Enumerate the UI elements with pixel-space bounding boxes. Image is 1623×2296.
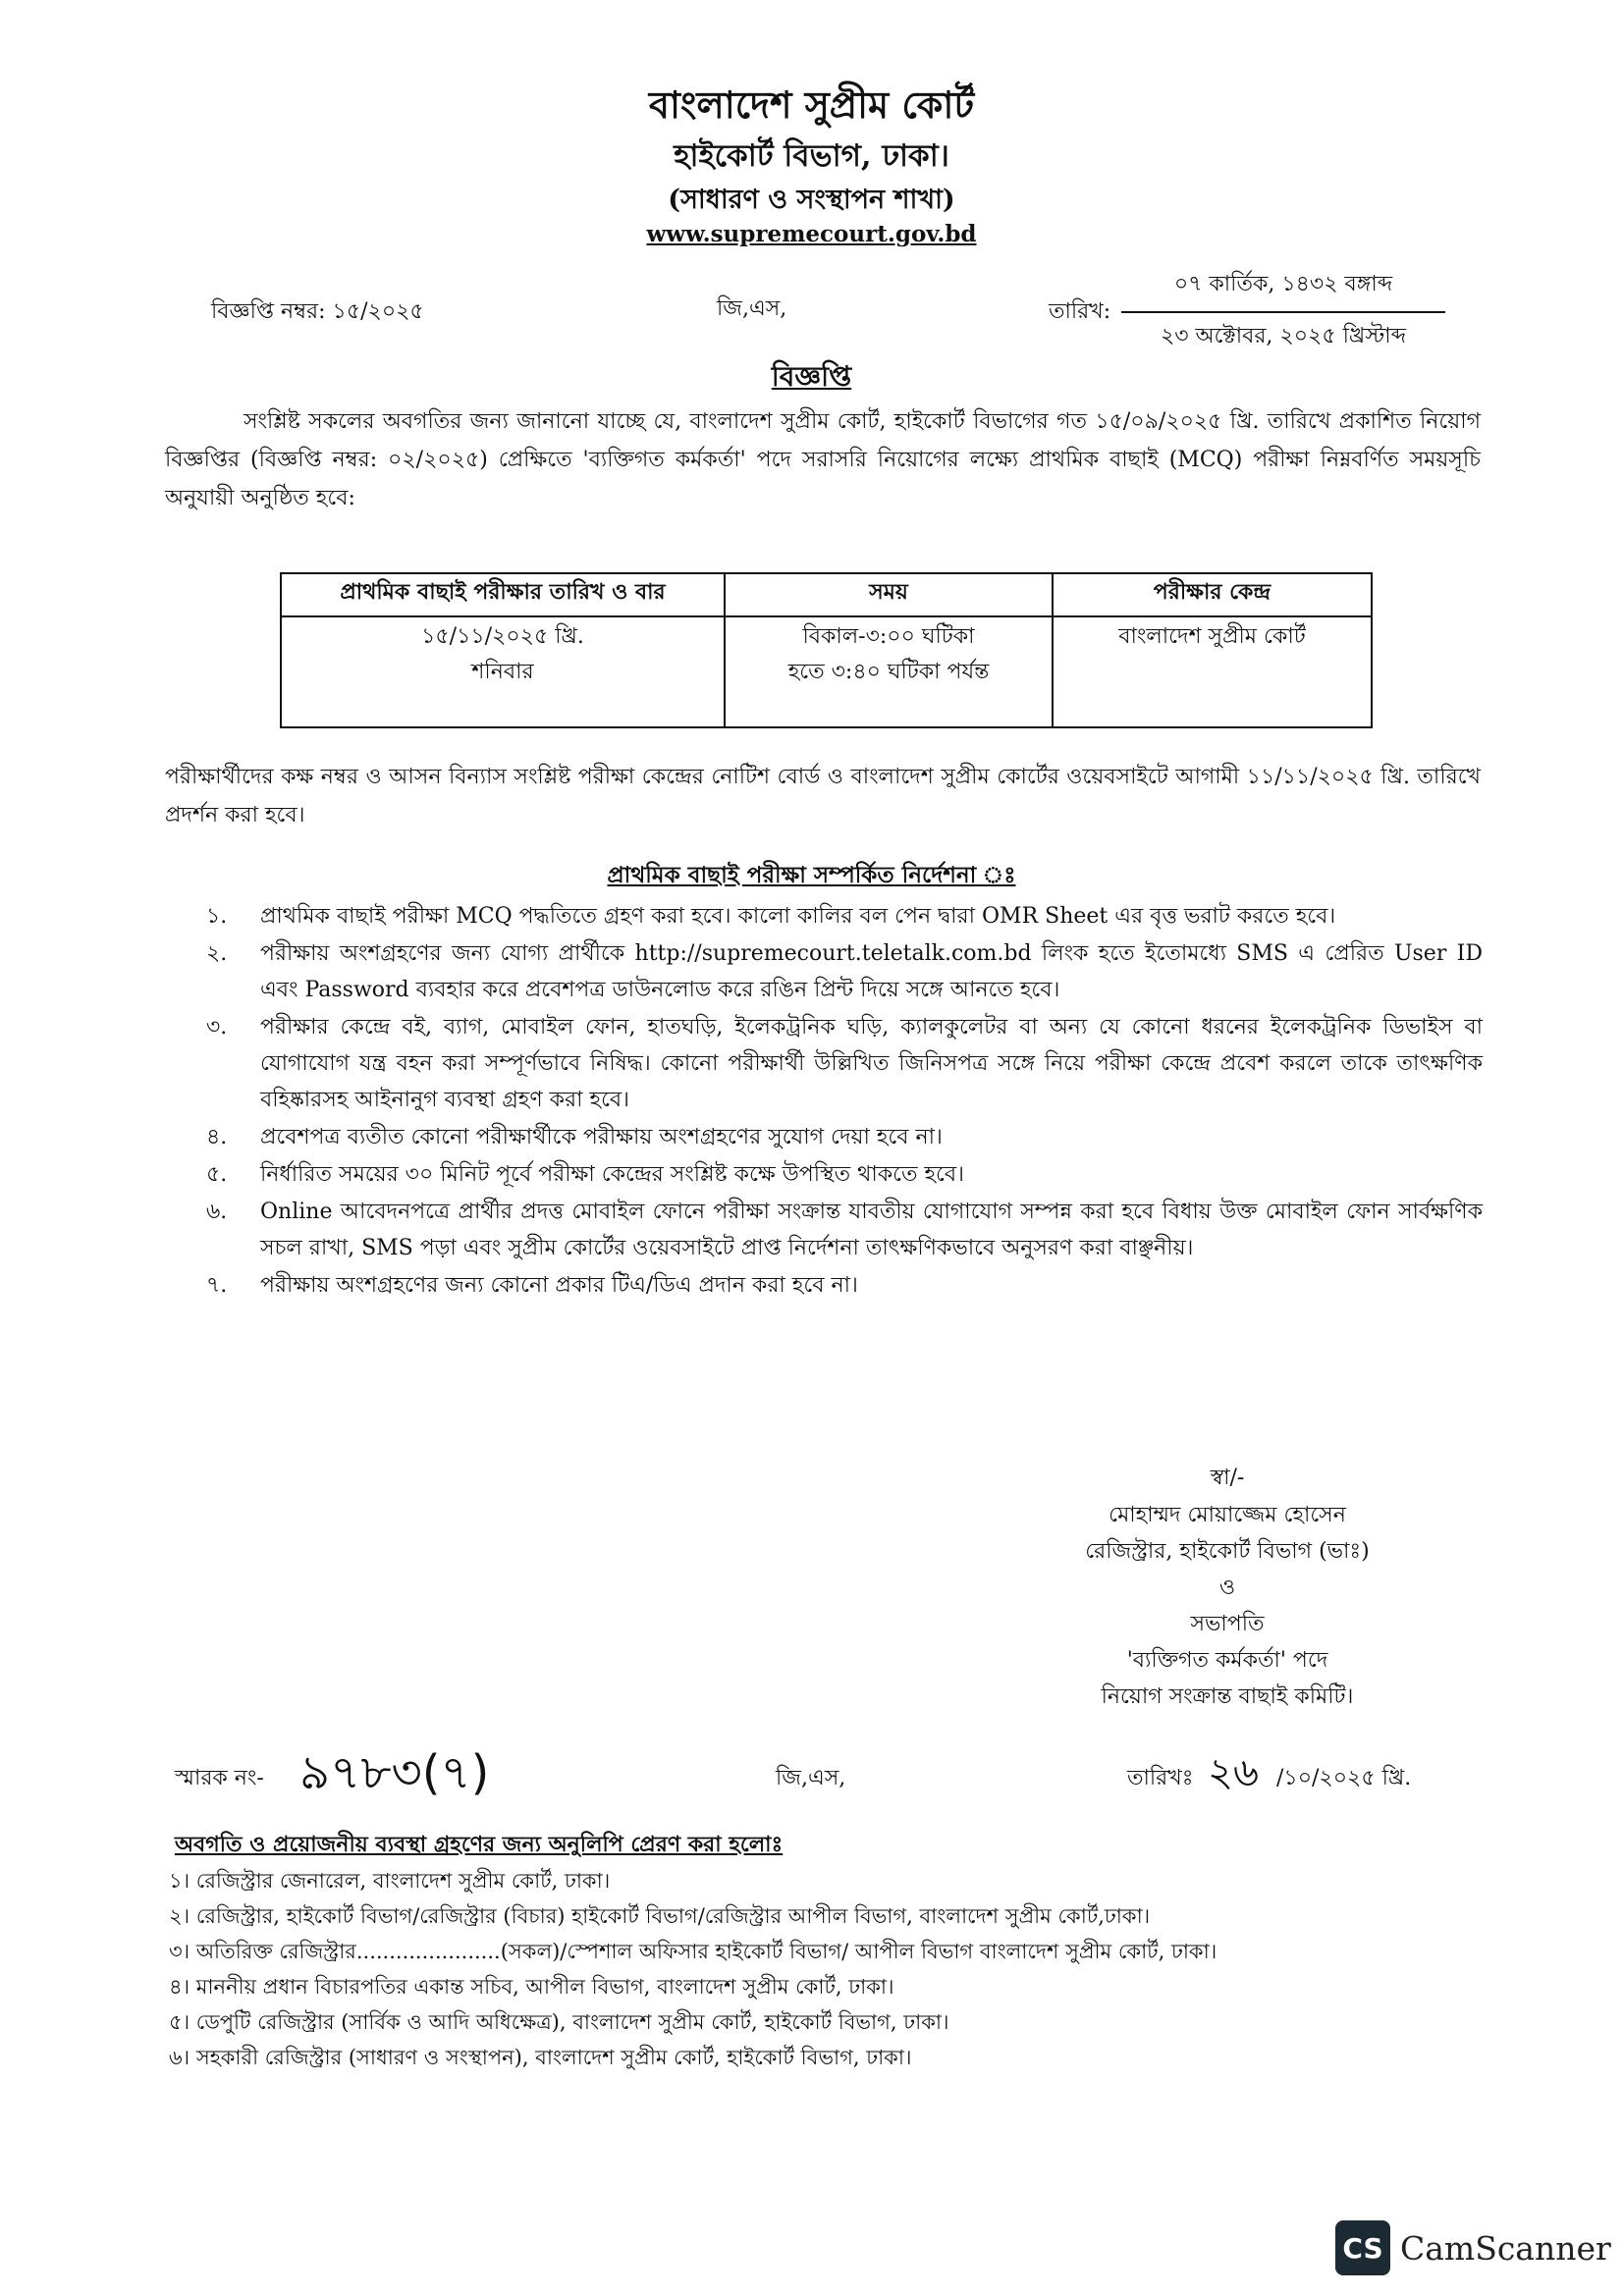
copy-item: ২। রেজিস্ট্রার, হাইকোর্ট বিভাগ/রেজিস্ট্রার (বিচার) হাইকোর্ট বিভাগ/রেজিস্ট্রার আপীল বিভাগ, বাংলাদেশ সুপ্রীম কোর্ট,ঢাকা। xyxy=(169,1904,1151,1928)
exam-date: ১৫/১১/২০২৫ খ্রি. xyxy=(421,624,584,649)
schedule-row xyxy=(281,616,1372,727)
instruction-text: নির্ধারিত সময়ের ৩০ মিনিট পূর্বে পরীক্ষা কেন্দ্রের সংশ্লিষ্ট কক্ষে উপস্থিত থাকতে হবে। xyxy=(260,1162,964,1187)
schedule-header-date: প্রাথমিক বাছাই পরীক্ষার তারিখ ও বার xyxy=(281,573,725,616)
memo-number-handwritten: ৯৭৮৩(৭) xyxy=(299,1745,490,1800)
date-bangla: ০৭ কার্তিক, ১৪৩২ বঙ্গাব্দ xyxy=(1121,267,1445,313)
copy-item: ৫। ডেপুটি রেজিস্ট্রার (সার্বিক ও আদি অধিক্ষেত্র), বাংলাদেশ সুপ্রীম কোর্ট, হাইকোর্ট বিভাগ, ঢাকা। xyxy=(169,2010,949,2034)
branch-title: (সাধারণ ও সংস্থাপন শাখা) xyxy=(668,185,955,215)
instruction-number: ৭. xyxy=(206,1273,228,1298)
signatory-role: সভাপতি xyxy=(1190,1612,1265,1636)
schedule-date-cell xyxy=(281,616,725,727)
instruction-item xyxy=(206,1194,1483,1266)
copy-item: ৩। অতিরিক্ত রেজিস্ট্রার......................(সকল)/স্পেশাল অফিসার হাইকোর্ট বিভাগ/ আপীল বিভাগ বাংলাদেশ সুপ্রীম কোর্ট, ঢাকা। xyxy=(169,1940,1217,1963)
website-link[interactable]: www.supremecourt.gov.bd xyxy=(646,221,977,247)
memo-label: স্মারক নং- xyxy=(175,1766,264,1790)
gs-label: জি,এস, xyxy=(717,296,787,321)
camscanner-watermark xyxy=(1335,2220,1611,2275)
copy-item: ১। রেজিস্ট্রার জেনারেল, বাংলাদেশ সুপ্রীম কোর্ট, ঢাকা। xyxy=(169,1869,611,1893)
signature-and: ও xyxy=(1218,1575,1236,1600)
copy-item: ৬। সহকারী রেজিস্ট্রার (সাধারণ ও সংস্থাপন), বাংলাদেশ সুপ্রীম কোর্ট, হাইকোর্ট বিভাগ, ঢাকা। xyxy=(169,2046,912,2069)
instructions-heading: প্রাথমিক বাছাই পরীক্ষা সম্পর্কিত নির্দেশনা ঃ xyxy=(607,862,1016,888)
schedule-header-row xyxy=(281,573,1372,616)
signature-mark: স্বা/- xyxy=(1210,1466,1245,1490)
instruction-number: ৪. xyxy=(206,1125,228,1149)
signatory-post: 'ব্যক্তিগত কর্মকর্তা' পদে xyxy=(1126,1648,1328,1673)
division-title: হাইকোর্ট বিভাগ, ঢাকা। xyxy=(674,138,949,174)
notice-heading: বিজ্ঞপ্তি xyxy=(771,360,852,393)
exam-venue: বাংলাদেশ সুপ্রীম কোর্ট xyxy=(1118,624,1306,649)
date-english: ২৩ অক্টোবর, ২০২৫ খ্রিস্টাব্দ xyxy=(1160,324,1407,348)
instruction-item xyxy=(206,1156,1483,1193)
signatory-name: মোহাম্মদ মোয়াজ্জেম হোসেন xyxy=(1109,1503,1346,1527)
instruction-text: প্রবেশপত্র ব্যতীত কোনো পরীক্ষার্থীকে পরীক্ষায় অংশগ্রহণের সুযোগ দেয়া হবে না। xyxy=(260,1125,943,1149)
memo-gs-label: জি,এস, xyxy=(776,1766,846,1790)
exam-time-from: বিকাল-৩:০০ ঘটিকা xyxy=(802,624,975,649)
instruction-item xyxy=(206,935,1483,1008)
instruction-item xyxy=(206,898,1483,934)
instruction-text: প্রাথমিক বাছাই পরীক্ষা MCQ পদ্ধতিতে গ্রহণ করা হবে। কালো কালির বল পেন দ্বারা OMR Sheet এর বৃত্ত ভরাট করতে হবে। xyxy=(260,904,1336,929)
schedule-header-time: সময় xyxy=(725,573,1053,616)
instruction-number: ১. xyxy=(206,904,228,929)
instruction-number: ৫. xyxy=(206,1162,228,1187)
camscanner-icon: CS xyxy=(1335,2220,1390,2275)
copy-heading: অবগতি ও প্রয়োজনীয় ব্যবস্থা গ্রহণের জন্য অনুলিপি প্রেরণ করা হলোঃ xyxy=(175,1832,784,1857)
schedule-time-cell xyxy=(725,616,1053,727)
copy-item: ৪। মাননীয় প্রধান বিচারপতির একান্ত সচিব, আপীল বিভাগ, বাংলাদেশ সুপ্রীম কোর্ট, ঢাকা। xyxy=(169,1975,894,1999)
intro-paragraph: সংশ্লিষ্ট সকলের অবগতির জন্য জানানো যাচ্ছে যে, বাংলাদেশ সুপ্রীম কোর্ট, হাইকোর্ট বিভাগের গত ১৫/০৯/২০২৫ খ্রি. তারিখে প্রকাশিত নিয়োগ বিজ্ঞপ্তির (বিজ্ঞপ্তি নম্বর: ০২/২০২৫) প্রেক্ষিতে 'ব্যক্তিগত কর্মকর্তা' পদে সরাসরি নিয়োগের লক্ষ্যে প্রাথমিক বাছাই (MCQ) পরীক্ষা নিম্নবর্ণিত সময়সূচি অনুযায়ী অনুষ্ঠিত হবে: xyxy=(165,409,1481,510)
instruction-text: পরীক্ষার কেন্দ্রে বই, ব্যাগ, মোবাইল ফোন, হাতঘড়ি, ইলেকট্রনিক ঘড়ি, ক্যালকুলেটর বা অন্য যে কোনো ধরনের ইলেকট্রনিক ডিভাইস বা যোগাযোগ যন্ত্র বহন করা সম্পূর্ণভাবে নিষিদ্ধ। কোনো পরীক্ষার্থী উল্লিখিত জিনিসপত্র সঙ্গে নিয়ে পরীক্ষা কেন্দ্রে প্রবেশ করলে তাকে তাৎক্ষণিক বহিষ্কারসহ আইনানুগ ব্যবস্থা গ্রহণ করা হবে। xyxy=(260,1015,1483,1112)
instruction-item xyxy=(206,1267,1483,1304)
instruction-text: পরীক্ষায় অংশগ্রহণের জন্য যোগ্য প্রার্থীকে http://supremecourt.teletalk.com.bd লিংক হতে ইতোমধ্যে SMS এ প্রেরিত User ID এবং Password ব্যবহার করে প্রবেশপত্র ডাউনলোড করে রঙিন প্রিন্ট দিয়ে সঙ্গে আনতে হবে। xyxy=(260,941,1483,1002)
instruction-item xyxy=(206,1119,1483,1155)
instructions-list xyxy=(206,898,1483,1305)
schedule-table xyxy=(280,572,1373,728)
memo-date-label: তারিখঃ xyxy=(1127,1766,1194,1790)
date-box xyxy=(1121,267,1445,355)
instruction-number: ৩. xyxy=(206,1015,228,1040)
instruction-number: ৬. xyxy=(206,1200,228,1224)
instruction-item xyxy=(206,1009,1483,1118)
memo-date-handwritten: ২৬ xyxy=(1208,1750,1260,1795)
signatory-committee: নিয়োগ সংক্রান্ত বাছাই কমিটি। xyxy=(1101,1684,1354,1709)
instruction-number: ২. xyxy=(206,941,228,966)
copy-list xyxy=(169,1863,1475,2075)
camscanner-name: CamScanner xyxy=(1400,2228,1611,2268)
court-title: বাংলাদেশ সুপ্রীম কোর্ট xyxy=(648,82,975,127)
signatory-designation: রেজিস্ট্রার, হাইকোর্ট বিভাগ (ভাঃ) xyxy=(1085,1539,1370,1564)
seat-paragraph: পরীক্ষার্থীদের কক্ষ নম্বর ও আসন বিন্যাস সংশ্লিষ্ট পরীক্ষা কেন্দ্রের নোটিশ বোর্ড ও বাংলাদেশ সুপ্রীম কোর্টের ওয়েবসাইটে আগামী ১১/১১/২০২৫ খ্রি. তারিখে প্রদর্শন করা হবে। xyxy=(165,765,1481,828)
schedule-venue-cell xyxy=(1053,616,1372,727)
instruction-text: পরীক্ষায় অংশগ্রহণের জন্য কোনো প্রকার টিএ/ডিএ প্রদান করা হবে না। xyxy=(260,1273,858,1298)
instruction-text: Online আবেদনপত্রে প্রার্থীর প্রদত্ত মোবাইল ফোনে পরীক্ষা সংক্রান্ত যাবতীয় যোগাযোগ সম্পন্ন করা হবে বিধায় উক্ত মোবাইল ফোন সার্বক্ষণিক সচল রাখা, SMS পড়া এবং সুপ্রীম কোর্টের ওয়েবসাইটে প্রাপ্ত নির্দেশনা তাৎক্ষণিকভাবে অনুসরণ করা বাঞ্ছনীয়। xyxy=(260,1200,1483,1260)
exam-day: শনিবার xyxy=(471,660,534,684)
memo-date-rest: /১০/২০২৫ খ্রি. xyxy=(1276,1766,1412,1790)
exam-time-to: হতে ৩:৪০ ঘটিকা পর্যন্ত xyxy=(787,660,990,684)
date-label: তারিখ: xyxy=(1049,299,1111,324)
schedule-header-venue: পরীক্ষার কেন্দ্র xyxy=(1053,573,1372,616)
notice-number: বিজ্ঞপ্তি নম্বর: ১৫/২০২৫ xyxy=(211,299,424,324)
